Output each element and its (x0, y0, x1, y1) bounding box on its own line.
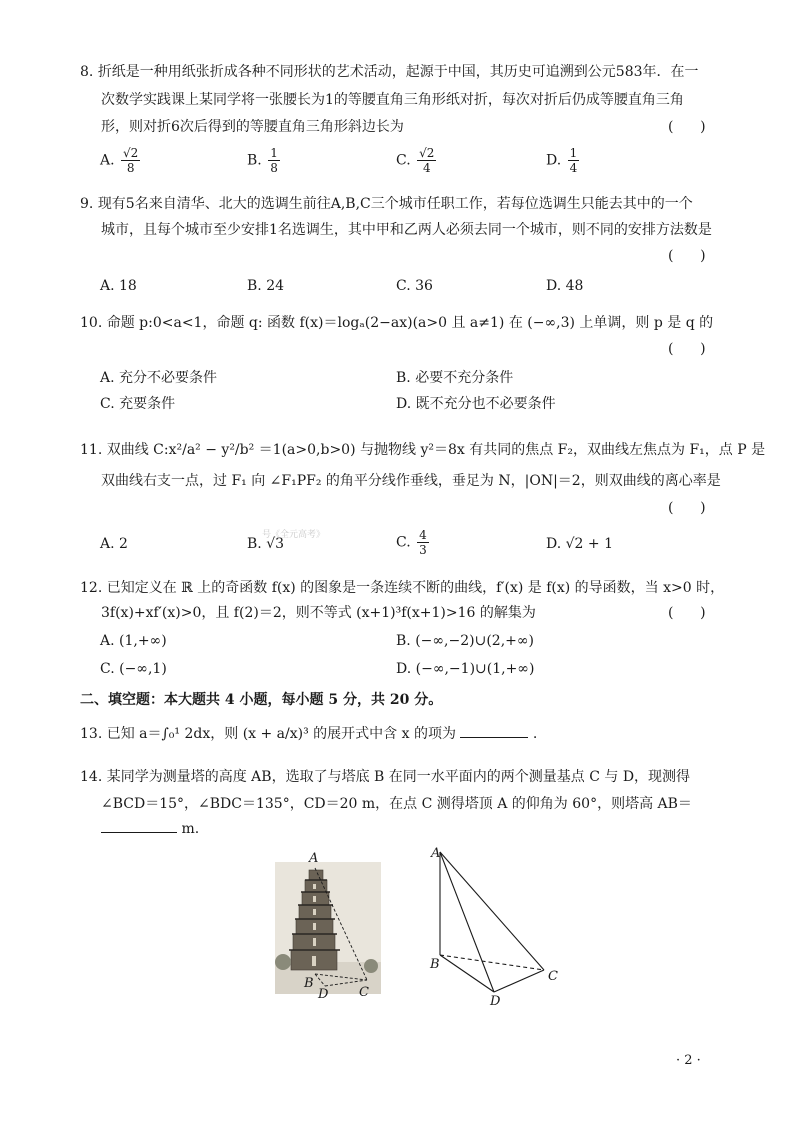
q11-line2: 双曲线右支一点，过 F₁ 向 ∠F₁PF₂ 的角平分线作垂线，垂足为 N，|ON|＝2，则双曲线的离心率是 (101, 473, 721, 489)
q9-line2: 城市，且每个城市至少安排1名选调生，其中甲和乙两人必须去同一个城市，则不同的安排方法数是 (101, 222, 712, 238)
photo-label-b: B (304, 976, 314, 991)
pagoda-photo-illustration (275, 862, 381, 994)
q11-line1: 11. 双曲线 C:x²/a² − y²/b² ＝1(a>0,b>0) 与抛物线 y²＝8x 有共同的焦点 F₂，双曲线左焦点为 F₁，点 P 是 (80, 442, 766, 458)
q13-answer-blank[interactable] (460, 725, 528, 738)
q8-line3: 形，则对折6次后得到的等腰直角三角形斜边长为 (101, 119, 404, 135)
q11-option-a: A. 2 (100, 536, 128, 552)
q14-line3: m. (101, 819, 199, 839)
q8-option-d: D. $\frac{1}{4}$ (546, 146, 578, 175)
photo-label-d: D (318, 987, 329, 1002)
photo-label-a: A (309, 851, 319, 866)
diagram-label-a: A (431, 846, 441, 861)
diagram-label-c: C (548, 969, 558, 984)
pagoda-photo (275, 862, 381, 994)
q10-option-a: A. 充分不必要条件 (100, 370, 218, 386)
q9-option-b: B. 24 (247, 278, 285, 294)
q11-option-d: D. √2 + 1 (546, 536, 613, 552)
q8-answer-paren: ( ) (668, 119, 706, 135)
q8-option-c: C. $\frac{√2}{4}$ (396, 146, 435, 175)
q12-answer-paren: ( ) (668, 605, 706, 621)
q12-option-a: A. (1,+∞) (100, 633, 167, 649)
tetrahedron-diagram (420, 840, 570, 1010)
q12-option-b: B. (−∞,−2)∪(2,+∞) (396, 633, 534, 649)
q13-line: 13. 已知 a＝∫₀¹ 2dx，则 (x + a/x)³ 的展开式中含 x 的项为 . (80, 726, 538, 742)
q11-answer-paren: ( ) (668, 500, 706, 516)
q10-option-c: C. 充要条件 (100, 396, 176, 412)
q10-answer-paren: ( ) (668, 341, 706, 357)
q12-line1: 12. 已知定义在 ℝ 上的奇函数 f(x) 的图象是一条连续不断的曲线，f′(x) 是 f(x) 的导函数，当 x>0 时， (80, 580, 725, 596)
q12-option-d: D. (−∞,−1)∪(1,+∞) (396, 661, 535, 677)
edge-bc-hidden (440, 955, 544, 970)
q10-option-d: D. 既不充分也不必要条件 (396, 396, 556, 412)
q14-answer-blank[interactable] (101, 820, 177, 833)
q8-option-a: A. $\frac{√2}{8}$ (100, 146, 139, 175)
photo-label-c: C (359, 985, 369, 1000)
edge-ac (440, 852, 544, 970)
q8-line1: 8. 折纸是一种用纸张折成各种不同形状的艺术活动，起源于中国，其历史可追溯到公元583年．在一 (80, 64, 699, 80)
q8-option-b: B. $\frac{1}{8}$ (247, 146, 278, 175)
q11-option-b: B. √3 (247, 536, 285, 552)
page-number: · 2 · (676, 1053, 701, 1068)
q12-option-c: C. (−∞,1) (100, 661, 167, 677)
section-heading: 二、填空题：本大题共 4 小题，每小题 5 分，共 20 分。 (80, 692, 443, 708)
watermark: 号《全元高考》 (262, 530, 326, 540)
q9-option-d: D. 48 (546, 278, 584, 294)
q9-option-a: A. 18 (100, 278, 137, 294)
q8-line2: 次数学实践课上某同学将一张腰长为1的等腰直角三角形纸对折，每次对折后仍成等腰直角三角 (101, 92, 684, 108)
edge-dc (494, 970, 544, 992)
diagram-label-d: D (490, 994, 501, 1009)
q9-option-c: C. 36 (396, 278, 433, 294)
q14-line2: ∠BCD＝15°，∠BDC＝135°，CD＝20 m，在点 C 测得塔顶 A 的仰角为 60°，则塔高 AB＝ (101, 796, 692, 812)
q14-line1: 14. 某同学为测量塔的高度 AB，选取了与塔底 B 在同一水平面内的两个测量基点 C 与 D，现测得 (80, 769, 691, 785)
q9-line1: 9. 现有5名来自清华、北大的选调生前往A,B,C三个城市任职工作，若每位选调生只能去其中的一个 (80, 196, 693, 212)
q11-option-c: C. $\frac{4}{3}$ (396, 528, 427, 557)
edge-bd (440, 955, 494, 992)
diagram-label-b: B (430, 957, 440, 972)
q9-answer-paren: ( ) (668, 248, 706, 264)
edge-ad (440, 852, 494, 992)
q10-line1: 10. 命题 p:0<a<1，命题 q: 函数 f(x)＝logₐ(2−ax)(a>0 且 a≠1) 在 (−∞,3) 上单调，则 p 是 q 的 (80, 315, 714, 331)
q12-line2: 3f(x)+xf′(x)>0，且 f(2)＝2，则不等式 (x+1)³f(x+1)>16 的解集为 (101, 605, 536, 621)
q10-option-b: B. 必要不充分条件 (396, 370, 514, 386)
